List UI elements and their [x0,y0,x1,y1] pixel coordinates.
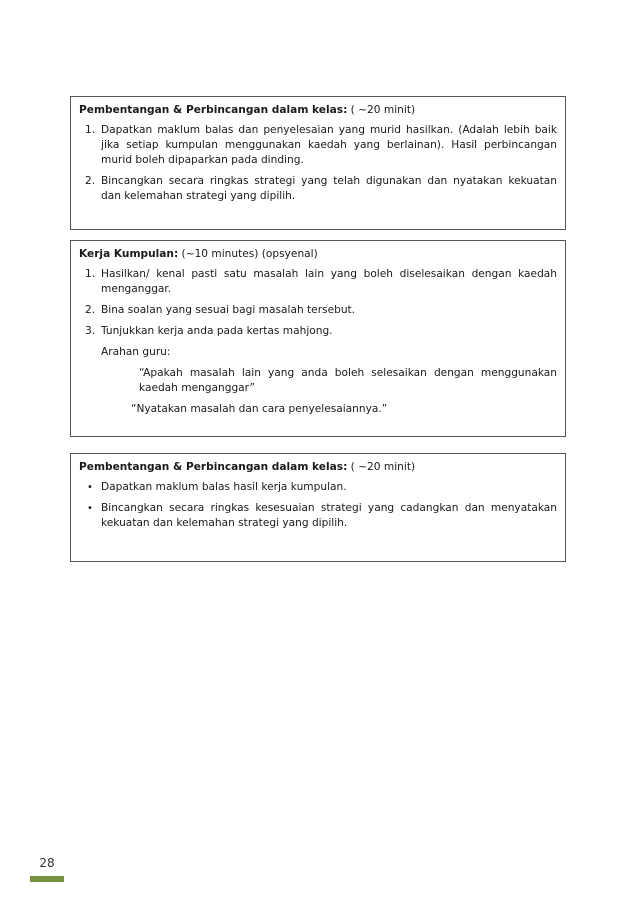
bullet-icon: • [87,503,93,514]
bullet-list [79,480,557,531]
list-item-text: Dapatkan maklum balas hasil kerja kumpulan. [101,481,347,493]
section-heading-bold: Pembentangan & Perbincangan dalam kelas: [79,461,348,473]
list-item-text: Bina soalan yang sesuai bagi masalah tersebut. [101,304,356,316]
teacher-instruction-label: Arahan guru: [101,346,171,358]
list-item [79,324,557,339]
section-heading [79,103,557,118]
presentation-discussion-box-1 [70,96,566,230]
list-marker: 1. [85,124,96,136]
list-item-text: Dapatkan maklum balas dan penyelesaian yang murid hasilkan. (Adalah lebih baik jika setiap kumpulan menggunakan kaedah yang berlainan). Hasil perbincangan murid boleh dipaparkan pada dinding. [101,124,557,166]
list-item [79,501,557,531]
list-marker: 3. [85,325,96,337]
section-heading-bold: Pembentangan & Perbincangan dalam kelas: [79,104,348,116]
section-heading [79,247,557,262]
list-item-text: Hasilkan/ kenal pasti satu masalah lain yang boleh diselesaikan dengan kaedah menganggar. [101,268,557,295]
list-item [79,480,557,495]
teacher-quote: “Nyatakan masalah dan cara penyelesaiannya.” [131,403,388,415]
list-marker: 1. [85,268,96,280]
list-item [79,123,557,168]
list-item-text: Bincangkan secara ringkas kesesuaian strategi yang cadangkan dan menyatakan kekuatan dan kelemahan strategi yang dipilih. [101,502,557,529]
page-number-accent-bar [30,876,64,882]
section-heading-duration: ( ~20 minit) [347,461,416,473]
list-item-text: Tunjukkan kerja anda pada kertas mahjong. [101,325,333,337]
section-heading-duration: ( ~20 minit) [347,104,416,116]
list-marker: 2. [85,304,96,316]
list-item-text: Bincangkan secara ringkas strategi yang telah digunakan dan nyatakan kekuatan dan kelemahan strategi yang dipilih. [101,175,557,202]
section-heading [79,460,557,475]
list-item [79,174,557,204]
list-item [79,267,557,297]
presentation-discussion-box-2 [70,453,566,562]
teacher-quote: “Apakah masalah lain yang anda boleh selesaikan dengan menggunakan kaedah menganggar” [139,367,557,394]
section-heading-bold: Kerja Kumpulan: [79,248,179,260]
numbered-list [79,123,557,204]
list-marker: 2. [85,175,96,187]
numbered-list [79,267,557,339]
page-number: 28 [39,856,55,870]
bullet-icon: • [87,482,93,493]
section-heading-duration: (~10 minutes) (opsyenal) [178,248,318,260]
group-work-box [70,240,566,437]
list-item [79,303,557,318]
